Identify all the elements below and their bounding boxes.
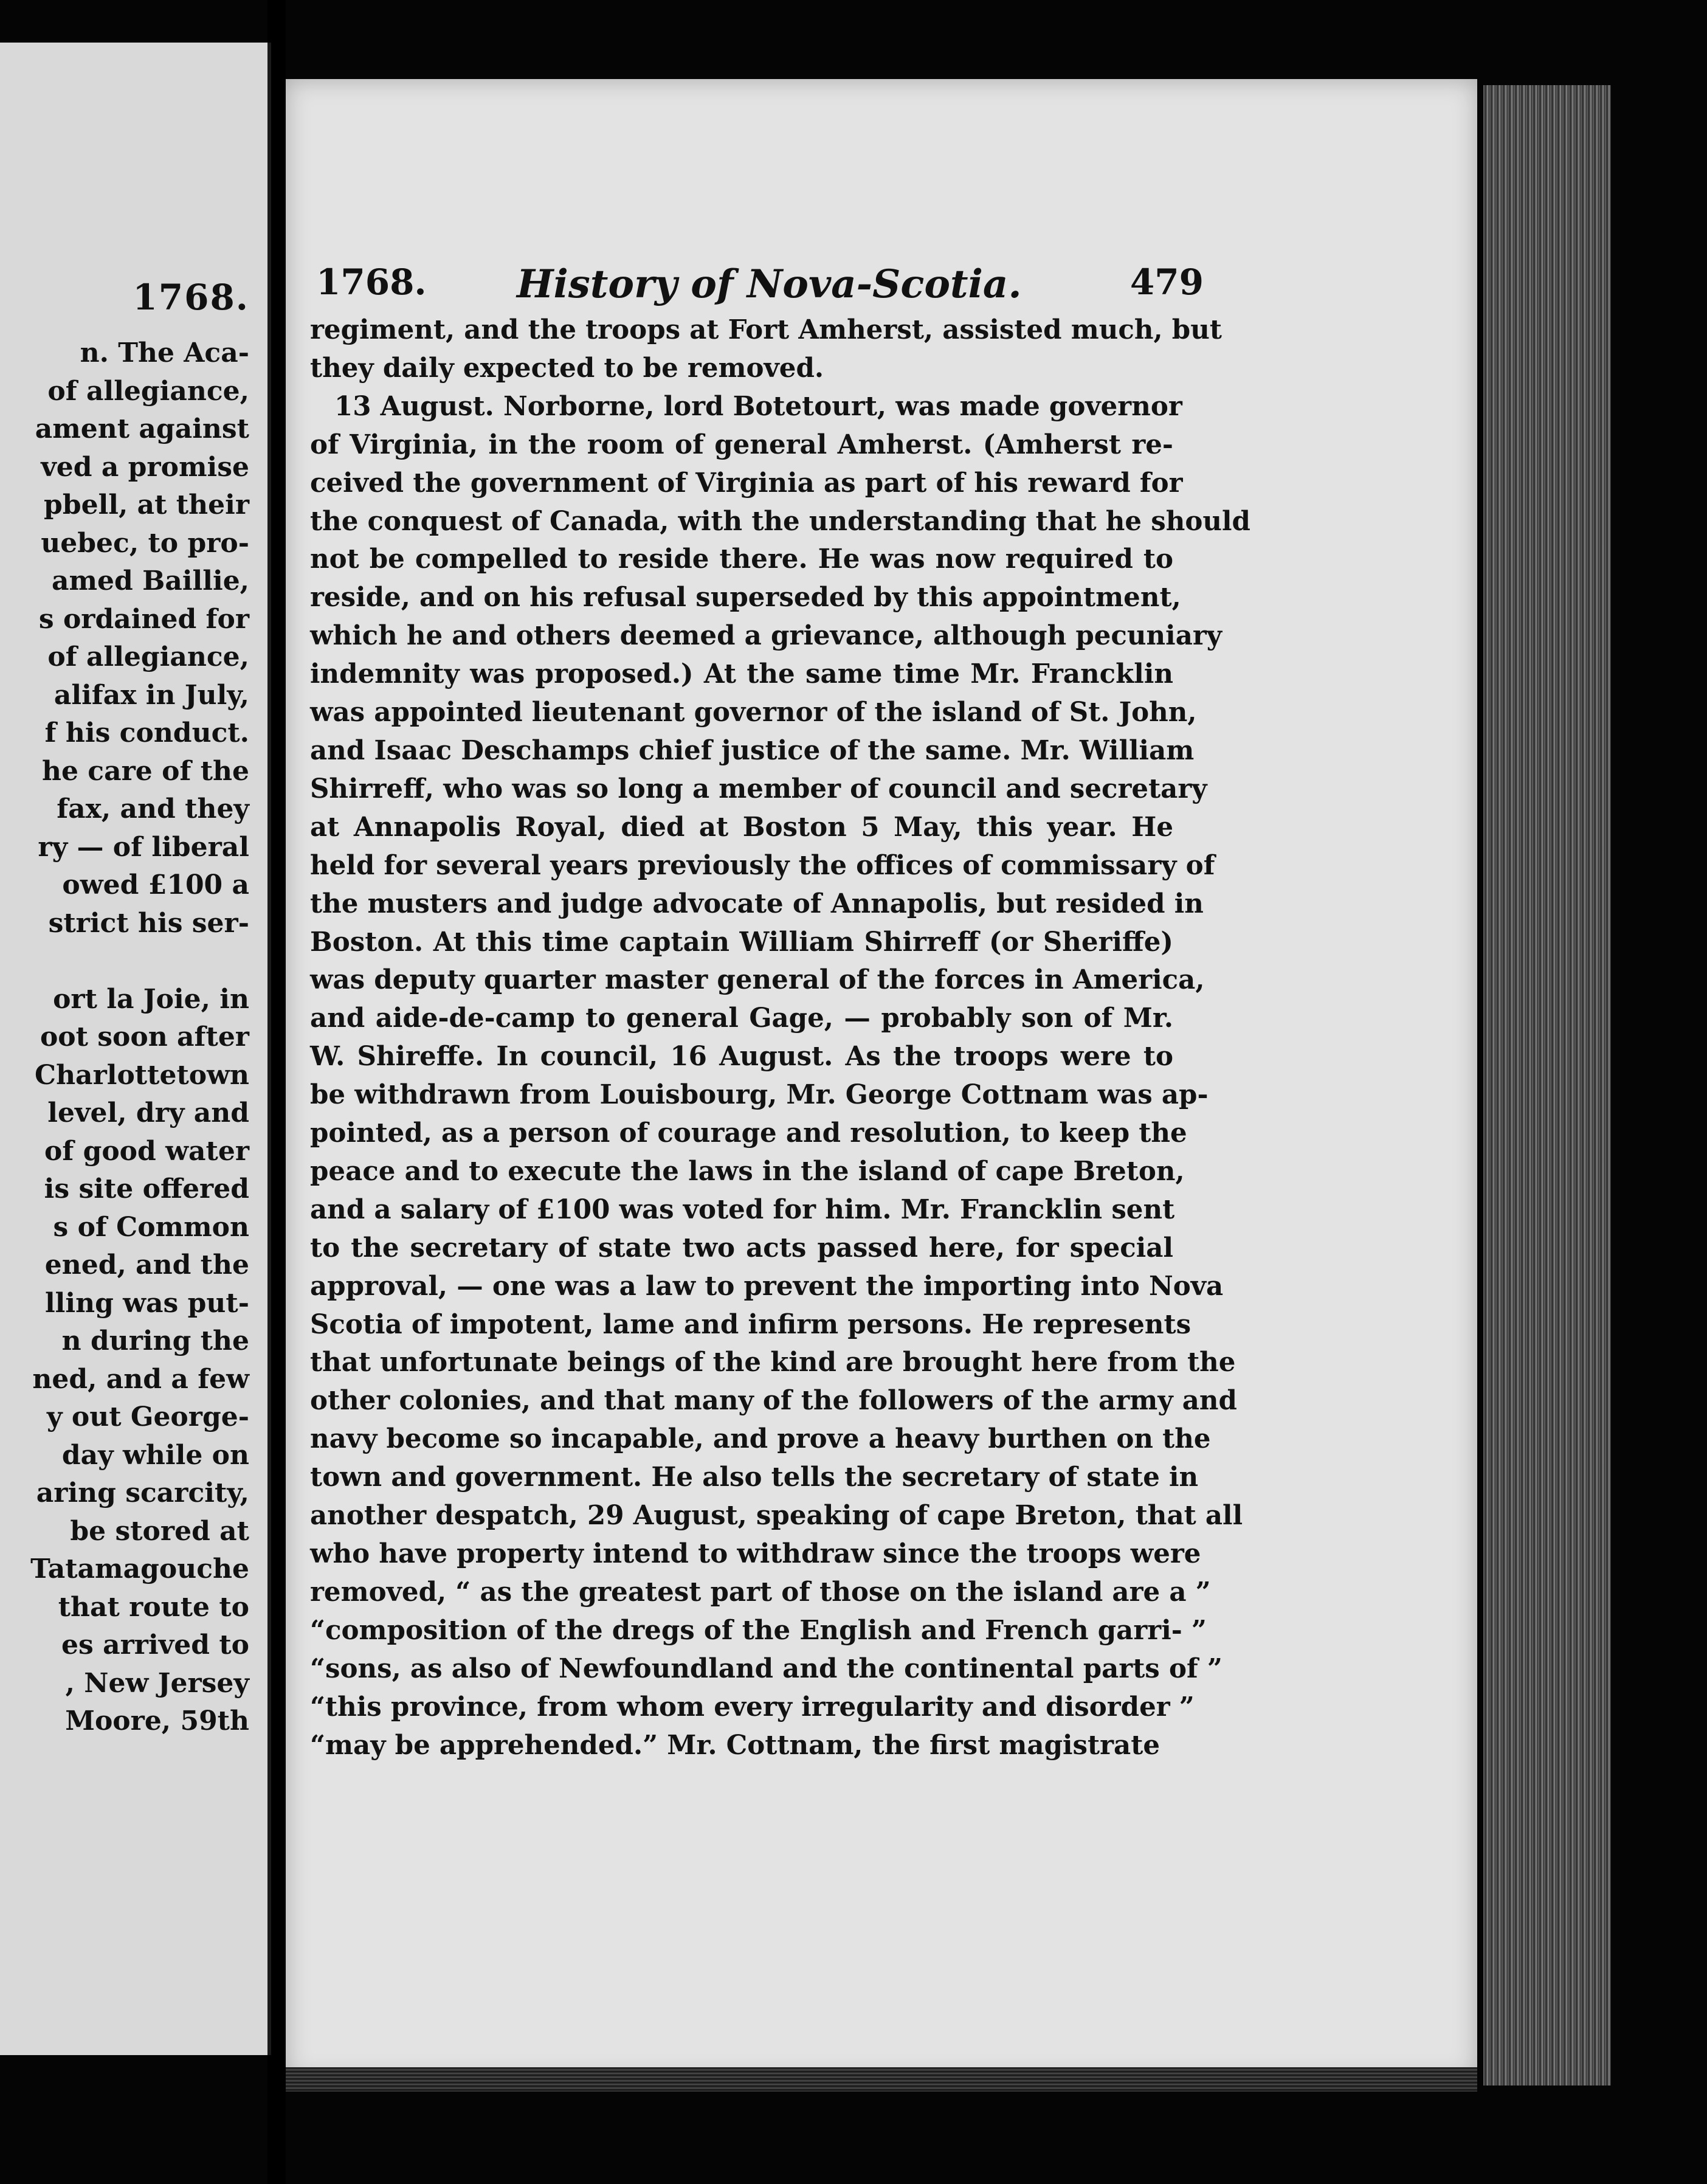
text-line: be withdrawn from Louisbourg, Mr. George Cottnam was ap- [310, 1079, 1209, 1111]
left-page-line: f his conduct. [44, 717, 249, 748]
left-page-header-year: 1768. [133, 277, 249, 318]
text-line: other colonies, and that many of the followers of the army and [310, 1385, 1237, 1417]
text-line: approval, — one was a law to prevent the importing into Nova [310, 1270, 1224, 1302]
header-title: History of Nova-Scotia. [517, 261, 1022, 307]
left-facing-page [0, 43, 271, 2055]
left-page-line: of allegiance, [47, 375, 249, 407]
running-header [316, 261, 1204, 316]
text-line: navy become so incapable, and prove a heavy burthen on the [310, 1423, 1211, 1455]
text-line: 13 August. Norborne, lord Botetourt, was made governor [334, 390, 1182, 422]
text-line: that unfortunate beings of the kind are brought here from the [310, 1347, 1236, 1378]
left-page-line: , New Jersey [65, 1667, 249, 1699]
text-line: Boston. At this time captain William Shirreff (or Sheriffe) [310, 926, 1173, 958]
book-page-edges [1483, 85, 1611, 2086]
left-page-text [0, 334, 249, 1741]
text-line: reside, and on his refusal superseded by this appointment, [310, 582, 1181, 613]
left-page-line: n during the [61, 1325, 249, 1356]
page-number: 479 [1129, 261, 1204, 303]
left-page-line: alifax in July, [53, 679, 249, 711]
text-line: another despatch, 29 August, speaking of cape Breton, that all [310, 1500, 1243, 1532]
text-line: ceived the government of Virginia as part of his reward for [310, 467, 1183, 499]
left-page-line: pbell, at their [44, 489, 249, 520]
left-page-line: lling was put- [44, 1287, 249, 1319]
left-page-line: that route to [58, 1591, 249, 1623]
body-text [310, 311, 1250, 1764]
text-line: indemnity was proposed.) At the same time Mr. Francklin [310, 658, 1173, 690]
text-line: W. Shireffe. In council, 16 August. As the troops were to [310, 1041, 1173, 1073]
left-page-line: s of Common [53, 1211, 249, 1243]
left-page-line: y out George- [47, 1401, 249, 1432]
left-page-line: uebec, to pro- [41, 527, 249, 559]
text-line: was deputy quarter master general of the forces in America, [310, 964, 1205, 996]
left-page-line: strict his ser- [48, 907, 249, 939]
left-page-line: n. The Aca- [80, 337, 249, 368]
left-page-line: day while on [61, 1439, 249, 1471]
text-line: regiment, and the troops at Fort Amherst, assisted much, but [310, 314, 1222, 345]
text-line: the musters and judge advocate of Annapolis, but resided in [310, 888, 1204, 919]
left-page-line: Moore, 59th [65, 1705, 249, 1736]
book-bottom-edge [286, 2067, 1477, 2092]
text-line: the conquest of Canada, with the understanding that he should [310, 505, 1250, 537]
text-line: Scotia of impotent, lame and infirm persons. He represents [310, 1308, 1191, 1340]
left-page-line: Tatamagouche [30, 1553, 249, 1584]
left-page-line: fax, and they [57, 793, 249, 824]
left-page-line: ved a promise [41, 451, 249, 483]
text-line: held for several years previously the offices of commissary of [310, 849, 1215, 881]
text-line: “this province, from whom every irregularity and disorder ” [310, 1691, 1195, 1723]
text-line: “may be apprehended.” Mr. Cottnam, the first magistrate [310, 1729, 1160, 1761]
left-page-line: oot soon after [40, 1021, 249, 1052]
left-page-line: ned, and a few [32, 1363, 249, 1395]
text-line: “sons, as also of Newfoundland and the continental parts of ” [310, 1653, 1222, 1684]
text-line: peace and to execute the laws in the island of cape Breton, [310, 1155, 1185, 1187]
text-line: and a salary of £100 was voted for him. Mr. Francklin sent [310, 1194, 1175, 1225]
left-page-line: be stored at [70, 1515, 249, 1547]
text-line: town and government. He also tells the secretary of state in [310, 1462, 1199, 1493]
left-page-line: ort la Joie, in [53, 983, 249, 1015]
text-line: to the secretary of state two acts passed here, for special [310, 1232, 1173, 1263]
header-year: 1768. [316, 261, 427, 303]
text-line: “composition of the dregs of the English and French garri- ” [310, 1614, 1207, 1646]
left-page-line: owed £100 a [62, 869, 249, 900]
book-page [286, 79, 1477, 2079]
text-line: at Annapolis Royal, died at Boston 5 May, this year. He [310, 811, 1173, 843]
text-line: they daily expected to be removed. [310, 352, 824, 384]
left-page-line: level, dry and [47, 1097, 249, 1128]
left-page-line: is site offered [44, 1173, 249, 1204]
left-page-line: of allegiance, [47, 641, 249, 672]
text-line: who have property intend to withdraw since the troops were [310, 1538, 1201, 1569]
left-page-line: aring scarcity, [36, 1477, 249, 1508]
left-page-line: ament against [35, 413, 249, 444]
left-page-line [0, 942, 249, 981]
text-line: and aide-de-camp to general Gage, — probably son of Mr. [310, 1003, 1173, 1034]
left-page-line: of good water [44, 1135, 249, 1167]
left-page-line: es arrived to [61, 1629, 249, 1660]
left-page-line: Charlottetown [35, 1059, 249, 1091]
text-line: of Virginia, in the room of general Amherst. (Amherst re- [310, 429, 1173, 460]
left-page-line: ry — of liberal [38, 831, 249, 863]
left-page-line: amed Baillie, [51, 565, 249, 596]
left-page-line: ened, and the [44, 1249, 249, 1280]
text-line: and Isaac Deschamps chief justice of the same. Mr. William [310, 734, 1195, 766]
text-line: not be compelled to reside there. He was now required to [310, 544, 1173, 575]
text-line: removed, “ as the greatest part of those on the island are a ” [310, 1576, 1211, 1608]
text-line: pointed, as a person of courage and resolution, to keep the [310, 1118, 1187, 1149]
left-page-line: s ordained for [38, 603, 249, 635]
text-line: which he and others deemed a grievance, although pecuniary [310, 620, 1222, 652]
text-line: was appointed lieutenant governor of the island of St. John, [310, 697, 1197, 728]
text-line: Shirreff, who was so long a member of council and secretary [310, 773, 1207, 804]
left-page-line: he care of the [42, 755, 249, 787]
